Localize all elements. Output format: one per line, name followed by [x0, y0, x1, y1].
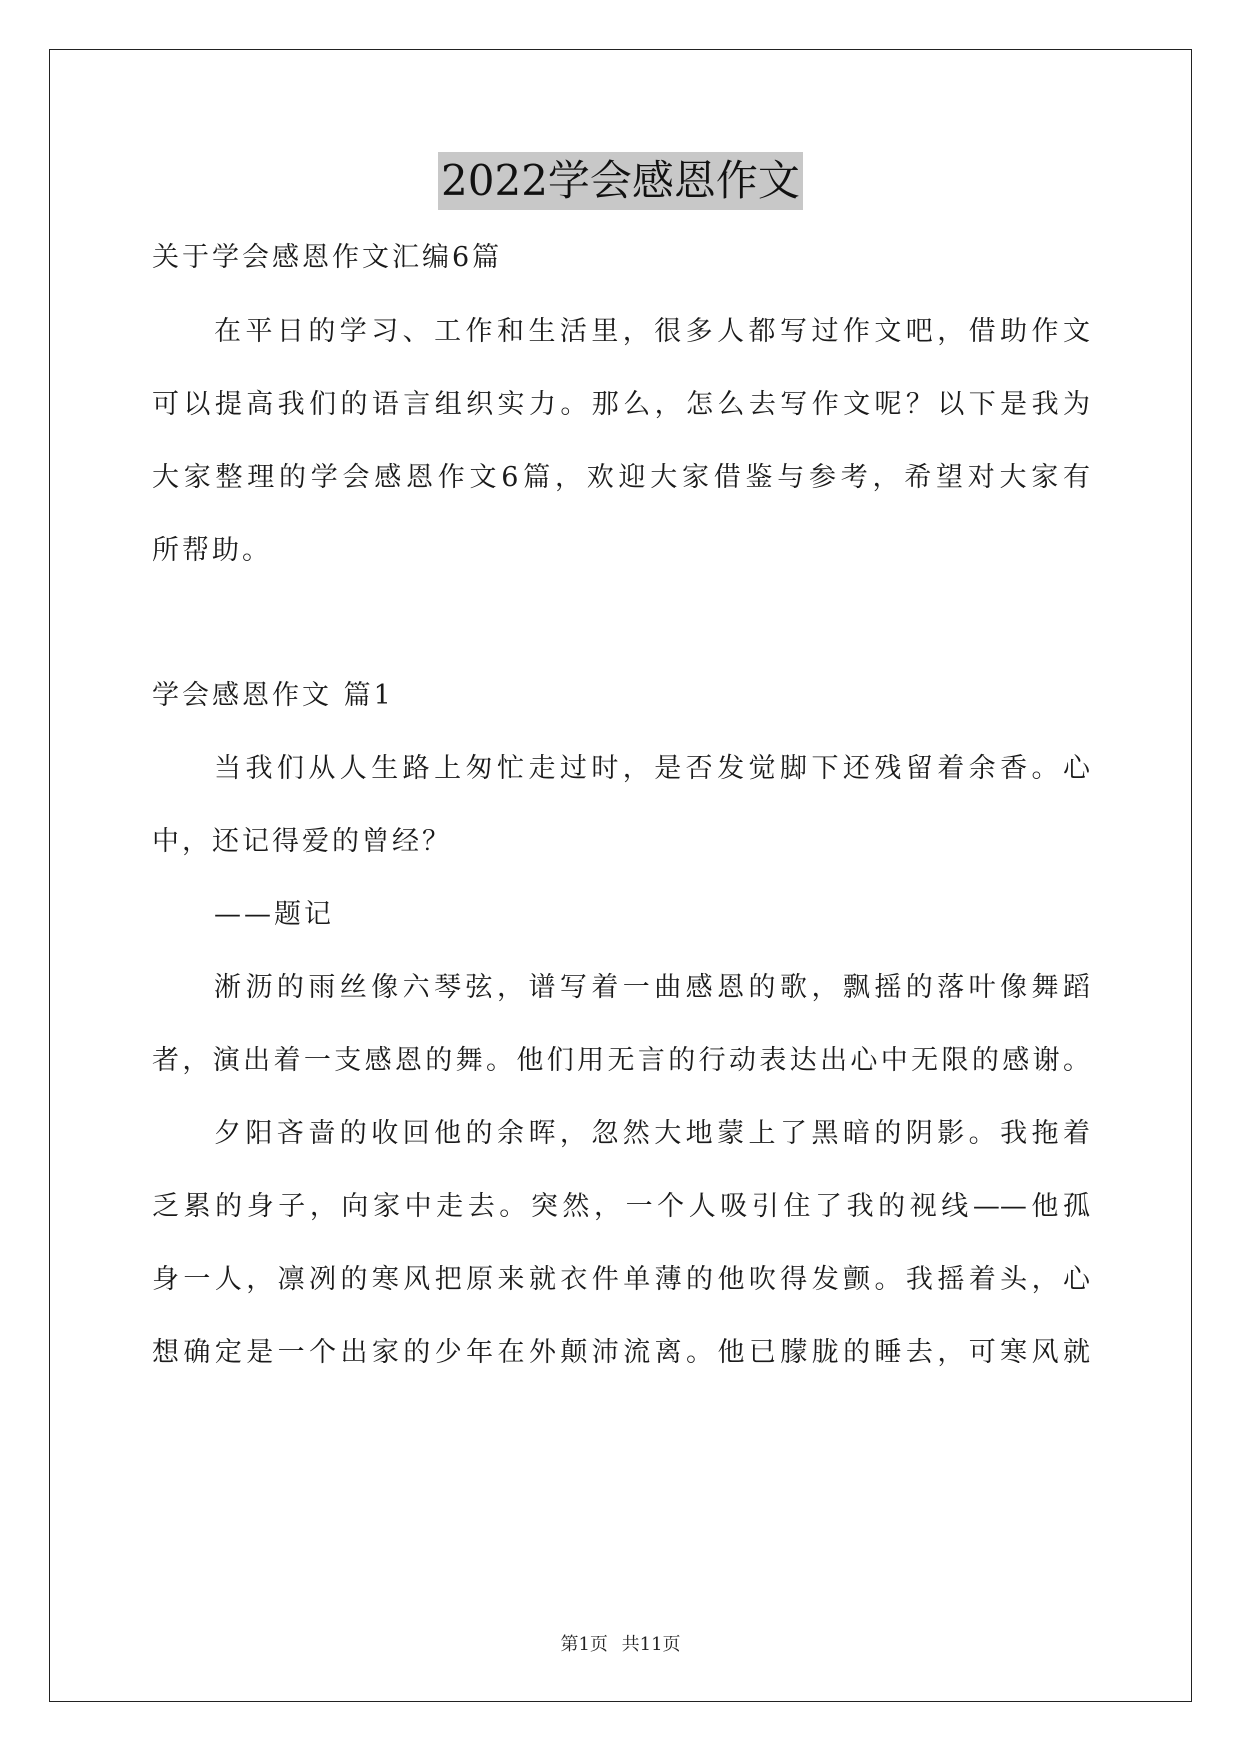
intro-line-4: 所帮助。 — [152, 535, 272, 566]
section-heading: 学会感恩作文 篇1 — [152, 680, 394, 711]
body-line-8: 身一人，凛冽的寒风把原来就衣件单薄的他吹得发颤。我摇着头，心 — [152, 1264, 1090, 1295]
page-total: 共11页 — [621, 1634, 681, 1655]
intro-line-1: 在平日的学习、工作和生活里，很多人都写过作文吧，借助作文 — [214, 316, 1090, 347]
body-line-1: 当我们从人生路上匆忙走过时，是否发觉脚下还残留着余香。心 — [214, 753, 1090, 784]
body-line-6: 夕阳吝啬的收回他的余晖，忽然大地蒙上了黑暗的阴影。我拖着 — [214, 1118, 1090, 1149]
body-line-9: 想确定是一个出家的少年在外颠沛流离。他已朦胧的睡去，可寒风就 — [152, 1337, 1090, 1368]
page-border — [49, 49, 1192, 1702]
body-line-2: 中，还记得爱的曾经？ — [152, 826, 452, 857]
body-line-4: 淅沥的雨丝像六琴弦，谱写着一曲感恩的歌，飘摇的落叶像舞蹈 — [214, 972, 1090, 1003]
intro-line-3: 大家整理的学会感恩作文6篇，欢迎大家借鉴与参考，希望对大家有 — [152, 462, 1090, 493]
epigraph-attribution: ——题记 — [214, 899, 334, 930]
page-number: 第1页 — [560, 1634, 608, 1655]
body-line-7: 乏累的身子，向家中走去。突然，一个人吸引住了我的视线——他孤 — [152, 1191, 1090, 1222]
document-title: 2022学会感恩作文 — [438, 152, 803, 210]
document-subtitle: 关于学会感恩作文汇编6篇 — [152, 242, 503, 273]
title-container — [0, 152, 1241, 210]
body-line-5: 者，演出着一支感恩的舞。他们用无言的行动表达出心中无限的感谢。 — [152, 1045, 1090, 1076]
page-footer — [0, 1630, 1241, 1656]
intro-line-2: 可以提高我们的语言组织实力。那么，怎么去写作文呢？以下是我为 — [152, 389, 1090, 420]
